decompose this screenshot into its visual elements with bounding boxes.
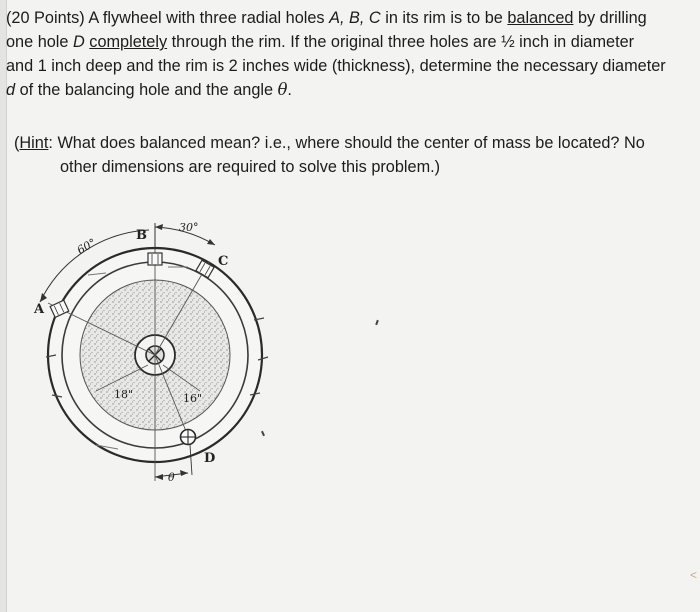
hint-line-1 bbox=[14, 131, 674, 155]
text-segment: of the balancing hole and the angle bbox=[15, 81, 278, 99]
text-segment: (20 Points) A flywheel with three radial holes bbox=[6, 9, 330, 27]
balanced-underlined: balanced bbox=[507, 9, 574, 27]
text-segment: by drilling bbox=[573, 9, 647, 27]
text-segment: in its rim is to be bbox=[380, 9, 508, 27]
text-segment: through the rim. If the original three holes are ½ inch in diameter bbox=[167, 33, 635, 51]
label-b: B bbox=[136, 228, 147, 243]
problem-line-1 bbox=[6, 6, 688, 30]
hint-line-2: other dimensions are required to solve this problem.) bbox=[60, 158, 441, 176]
holes-abc-text: A, B, C bbox=[329, 9, 381, 27]
problem-line-4 bbox=[6, 78, 688, 102]
label-angle-60: 60° bbox=[74, 235, 99, 257]
text-segment: . bbox=[287, 81, 292, 99]
flywheel-diagram bbox=[28, 205, 288, 505]
hint-label: Hint bbox=[19, 134, 49, 152]
text-segment: one hole bbox=[6, 33, 73, 51]
label-theta: θ bbox=[168, 471, 175, 484]
problem-line-2 bbox=[6, 30, 688, 54]
hole-b bbox=[148, 253, 162, 265]
diameter-d-text: d bbox=[6, 81, 16, 99]
label-a: A bbox=[34, 302, 45, 317]
theta-symbol: θ bbox=[277, 80, 288, 99]
problem-statement bbox=[6, 6, 688, 102]
corner-arrow-mark: < bbox=[689, 568, 697, 582]
hole-d-text: D bbox=[73, 33, 85, 51]
label-d: D bbox=[204, 451, 216, 466]
flywheel-figure bbox=[28, 205, 288, 505]
stray-mark bbox=[375, 320, 379, 325]
label-radius-16: 16" bbox=[183, 392, 203, 405]
label-c: C bbox=[218, 254, 229, 269]
hint-paren: ( bbox=[14, 134, 20, 152]
hint-block bbox=[14, 131, 674, 179]
hint-text: : What does balanced mean? i.e., where should the center of mass be located? No bbox=[48, 134, 645, 152]
problem-line-3: and 1 inch deep and the rim is 2 inches wide (thickness), determine the necessary diameter bbox=[6, 57, 666, 75]
completely-underlined: completely bbox=[89, 33, 168, 51]
label-angle-30: 30° bbox=[179, 221, 199, 234]
label-radius-18: 18" bbox=[114, 388, 134, 401]
